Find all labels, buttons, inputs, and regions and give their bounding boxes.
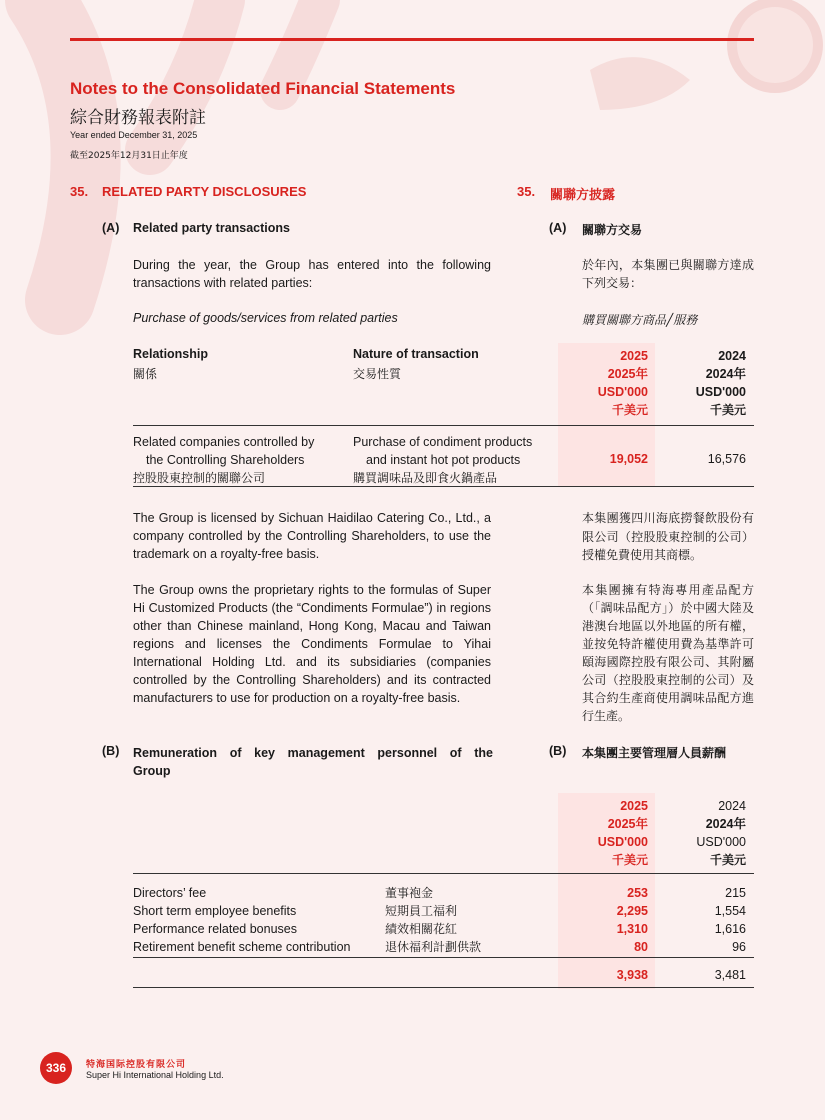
sub-a-title-en: Related party transactions [133,221,290,235]
header-rule [70,38,754,41]
row-value-2025: 1,310 [616,922,648,936]
section-number-en: 35. [70,184,89,199]
col-2025-header [560,347,648,419]
sub-a-subheading-zh: 購買關聯方商品╱服務 [582,313,698,327]
col-2024-unit: USD'000 [695,385,746,399]
table-b-subtotal-rule [133,957,754,958]
page-title-en: Notes to the Consolidated Financial Statements [70,79,456,98]
note-trademark-en: The Group is licensed by Sichuan Haidilao Catering Co., Ltd., a company controlled by the Controlling Shareholders, to use the trademark on a royalty-free basis. [133,511,491,561]
sub-b-title-en-line2: Group [133,764,171,778]
table-b-col-2024-unit: USD'000 [696,835,746,849]
period-zh: 截至2025年12月31日止年度 [70,151,188,161]
table-b-header-rule [133,873,754,874]
sub-a-title-zh: 關聯方交易 [582,223,643,237]
page-number: 336 [45,1061,67,1075]
section-title-en: RELATED PARTY DISCLOSURES [102,184,307,199]
footer-company-zh: 特海国际控股有限公司 [86,1060,187,1070]
sub-a-intro-zh: 於年內，本集團已與關聯方達成下列交易： [582,258,754,290]
col-nature-en: Nature of transaction [353,347,479,361]
table-row [133,884,754,902]
nature-en-line2: and instant hot pot products [366,453,521,467]
note-formulae-zh: 本集團擁有特海專用產品配方（「調味品配方」）於中國大陸及港澳台地區以外地區的所有權，並按免特許權使用費為基準許可頤海國際控股有限公司、其附屬公司（控股股東控制的公司）及其合約生產商使用調味品配方進行生產。 [582,583,754,723]
footer-company-en: Super Hi International Holding Ltd. [86,1070,224,1080]
table-row [133,902,754,920]
note-formulae-en: The Group owns the proprietary rights to the formulas of Super Hi Customized Products (the “Condiments Formulae”) in regions other than Chinese mainland, Hong Kong, Macau and Taiwan regions and licenses the Condiments Formulae to Yihai International Holding Ltd. and its subsidiaries (companies controlled by the Controlling Shareholders) and its contracted manufacturers to use for production on a royalty-free basis. [133,583,491,705]
table-b-col-2024-year: 2024 [718,799,746,813]
row-label-en: Performance related bonuses [133,922,297,936]
sub-a-subheading-en: Purchase of goods/services from related parties [133,311,398,325]
relationship-en-line1: Related companies controlled by [133,435,315,449]
col-2024-unit-zh: 千美元 [709,403,746,417]
row-value-2024: 215 [725,886,746,900]
col-2024-header [660,347,746,419]
table-b-col-2025-unit-zh: 千美元 [611,853,648,867]
table-b-bottom-rule [133,987,754,988]
sub-b-title-zh: 本集團主要管理層人員薪酬 [582,746,727,760]
sub-b-label-en: (B) [102,744,120,758]
sub-b-label-zh: (B) [549,744,567,758]
sub-a-intro-en: During the year, the Group has entered into the following transactions with related parties: [133,258,491,290]
row-value-2025: 253 [627,886,648,900]
row-value-2024: 1,616 [714,922,746,936]
table-b-body [133,884,754,956]
row-value-2025: 2,295 [616,904,648,918]
table-b-total-2024: 3,481 [714,968,746,982]
table-row [133,938,754,956]
row-label-zh: 董事袍金 [385,886,434,900]
table-b-col-2025-unit: USD'000 [597,835,648,849]
row-label-zh: 短期員工福利 [385,904,458,918]
table-b-col-2024-header [660,797,746,869]
nature-zh: 購買調味品及即食火鍋產品 [353,471,498,485]
table-a-header-rule [133,425,754,426]
table-a-relationship-cell [133,433,314,487]
page-number-badge [40,1052,72,1084]
row-label-en: Short term employee benefits [133,904,297,918]
table-row [133,920,754,938]
section-title-zh: 關聯方披露 [550,188,616,203]
col-relationship-zh: 關係 [133,367,158,381]
sub-b-title-en-line1: Remuneration of key management personnel of the [133,746,493,760]
col-2025-unit-zh: 千美元 [611,403,648,417]
note-trademark-zh: 本集團獲四川海底撈餐飲股份有限公司（控股股東控制的公司）授權免費使用其商標。 [582,511,754,562]
col-2024-year: 2024 [718,349,746,363]
relationship-zh: 控股股東控制的關聯公司 [133,471,266,485]
col-2025-unit: USD'000 [597,385,648,399]
period-en: Year ended December 31, 2025 [70,130,198,140]
section-number-zh: 35. [517,184,536,199]
table-a-nature-cell [353,433,532,487]
row-value-2024: 96 [732,940,746,954]
page-title-zh: 綜合財務報表附註 [70,108,206,128]
row-value-2025: 80 [634,940,648,954]
sub-a-label-en: (A) [102,221,120,235]
col-2025-year: 2025 [620,349,648,363]
row-label-en: Retirement benefit scheme contribution [133,940,351,954]
row-label-zh: 績效相關花紅 [385,922,458,936]
col-relationship-en: Relationship [133,347,209,361]
table-b-total-2025: 3,938 [616,968,648,982]
col-nature-zh: 交易性質 [353,367,402,381]
row-label-zh: 退休福利計劃供款 [385,940,482,954]
table-a-value-2024: 16,576 [707,452,746,466]
table-b-col-2024-unit-zh: 千美元 [709,853,746,867]
sub-b-title-en [133,744,493,780]
table-a-bottom-rule [133,486,754,487]
row-value-2024: 1,554 [714,904,746,918]
sub-a-label-zh: (A) [549,221,567,235]
row-label-en: Directors’ fee [133,886,207,900]
col-2025-year-zh: 2025年 [607,367,648,381]
col-2024-year-zh: 2024年 [705,367,746,381]
table-b-col-2024-year-zh: 2024年 [705,817,746,831]
table-b-col-2025-header [560,797,648,869]
table-a-value-2025: 19,052 [609,452,648,466]
nature-en-line1: Purchase of condiment products [353,435,533,449]
table-b-col-2025-year-zh: 2025年 [607,817,648,831]
table-b-col-2025-year: 2025 [620,799,648,813]
relationship-en-line2: the Controlling Shareholders [146,453,305,467]
